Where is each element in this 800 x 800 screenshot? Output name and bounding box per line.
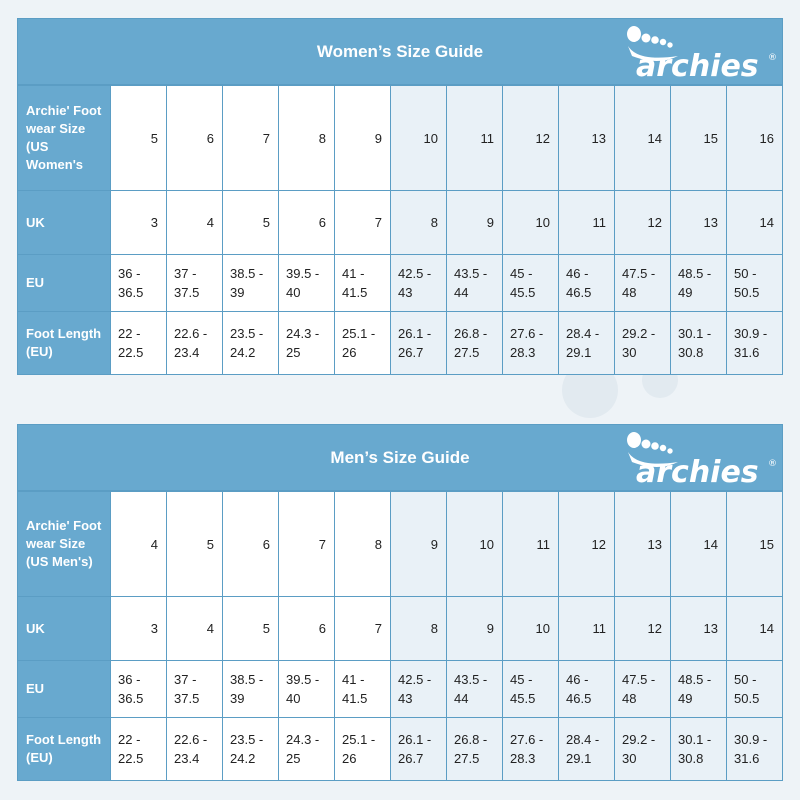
table-cell: 5 [111, 86, 167, 191]
table-cell: 26.1 - 26.7 [391, 312, 447, 375]
men-guide-header [17, 424, 783, 491]
table-cell: 15 [727, 492, 783, 597]
table-cell: 25.1 - 26 [335, 312, 391, 375]
women-row-eu [18, 255, 783, 312]
table-cell: 43.5 - 44 [447, 661, 503, 718]
table-cell: 4 [167, 597, 223, 661]
women-row-us [18, 86, 783, 191]
table-cell: 42.5 - 43 [391, 255, 447, 312]
table-cell: 10 [503, 191, 559, 255]
table-cell: 6 [167, 86, 223, 191]
women-row-foot-length [18, 312, 783, 375]
svg-text:®: ® [768, 459, 777, 469]
table-cell: 10 [503, 597, 559, 661]
women-guide-title: Women’s Size Guide [316, 41, 484, 61]
table-cell: 9 [391, 492, 447, 597]
row-label-foot-length: Foot Length (EU) [18, 718, 111, 781]
logo-wordmark: archies [636, 455, 759, 488]
women-row-uk [18, 191, 783, 255]
table-cell: 26.1 - 26.7 [391, 718, 447, 781]
table-cell: 36 - 36.5 [111, 661, 167, 718]
table-cell: 22.6 - 23.4 [167, 718, 223, 781]
table-cell: 13 [559, 86, 615, 191]
table-cell: 41 - 41.5 [335, 661, 391, 718]
table-cell: 26.8 - 27.5 [447, 718, 503, 781]
table-cell: 28.4 - 29.1 [559, 312, 615, 375]
table-cell: 13 [671, 191, 727, 255]
table-cell: 3 [111, 597, 167, 661]
table-cell: 27.6 - 28.3 [503, 718, 559, 781]
row-label-us: Archie' Foot wear Size (US Men's) [18, 492, 111, 597]
men-row-us [18, 492, 783, 597]
table-cell: 9 [335, 86, 391, 191]
table-cell: 25.1 - 26 [335, 718, 391, 781]
row-label-us: Archie' Foot wear Size (US Women's [18, 86, 111, 191]
table-cell: 45 - 45.5 [503, 661, 559, 718]
table-cell: 5 [223, 597, 279, 661]
row-label-eu: EU [18, 661, 111, 718]
men-size-table [17, 491, 783, 781]
table-cell: 12 [615, 597, 671, 661]
table-cell: 46 - 46.5 [559, 661, 615, 718]
table-cell: 42.5 - 43 [391, 661, 447, 718]
table-cell: 45 - 45.5 [503, 255, 559, 312]
table-cell: 36 - 36.5 [111, 255, 167, 312]
table-cell: 29.2 - 30 [615, 718, 671, 781]
table-cell: 24.3 - 25 [279, 718, 335, 781]
table-cell: 24.3 - 25 [279, 312, 335, 375]
table-cell: 5 [223, 191, 279, 255]
women-size-table [17, 85, 783, 375]
table-cell: 47.5 - 48 [615, 661, 671, 718]
table-cell: 11 [503, 492, 559, 597]
table-cell: 6 [279, 191, 335, 255]
table-cell: 23.5 - 24.2 [223, 312, 279, 375]
men-row-eu [18, 661, 783, 718]
table-cell: 13 [615, 492, 671, 597]
table-cell: 7 [335, 597, 391, 661]
table-cell: 7 [223, 86, 279, 191]
table-cell: 4 [111, 492, 167, 597]
row-label-uk: UK [18, 597, 111, 661]
table-cell: 10 [447, 492, 503, 597]
row-label-eu: EU [18, 255, 111, 312]
table-cell: 22 - 22.5 [111, 312, 167, 375]
table-cell: 41 - 41.5 [335, 255, 391, 312]
table-cell: 39.5 - 40 [279, 255, 335, 312]
table-cell: 22.6 - 23.4 [167, 312, 223, 375]
table-cell: 48.5 - 49 [671, 661, 727, 718]
women-guide-header [17, 18, 783, 85]
archies-logo [618, 22, 778, 82]
table-cell: 50 - 50.5 [727, 661, 783, 718]
logo-wordmark: archies [636, 49, 759, 82]
table-cell: 48.5 - 49 [671, 255, 727, 312]
men-row-uk [18, 597, 783, 661]
table-cell: 12 [615, 191, 671, 255]
table-cell: 14 [671, 492, 727, 597]
table-cell: 38.5 - 39 [223, 255, 279, 312]
men-guide-title: Men’s Size Guide [330, 447, 470, 467]
table-cell: 30.9 - 31.6 [727, 312, 783, 375]
table-cell: 30.1 - 30.8 [671, 312, 727, 375]
svg-text:®: ® [768, 53, 777, 63]
table-cell: 26.8 - 27.5 [447, 312, 503, 375]
table-cell: 23.5 - 24.2 [223, 718, 279, 781]
table-cell: 14 [727, 191, 783, 255]
table-cell: 9 [447, 191, 503, 255]
table-cell: 11 [559, 191, 615, 255]
table-cell: 4 [167, 191, 223, 255]
table-cell: 16 [727, 86, 783, 191]
table-cell: 22 - 22.5 [111, 718, 167, 781]
table-cell: 3 [111, 191, 167, 255]
table-cell: 27.6 - 28.3 [503, 312, 559, 375]
table-cell: 39.5 - 40 [279, 661, 335, 718]
table-cell: 47.5 - 48 [615, 255, 671, 312]
table-cell: 6 [279, 597, 335, 661]
table-cell: 8 [279, 86, 335, 191]
table-cell: 8 [335, 492, 391, 597]
table-cell: 6 [223, 492, 279, 597]
row-label-foot-length: Foot Length (EU) [18, 312, 111, 375]
table-cell: 29.2 - 30 [615, 312, 671, 375]
table-cell: 38.5 - 39 [223, 661, 279, 718]
table-cell: 14 [727, 597, 783, 661]
women-size-guide [17, 18, 783, 375]
table-cell: 9 [447, 597, 503, 661]
table-cell: 37 - 37.5 [167, 661, 223, 718]
table-cell: 11 [559, 597, 615, 661]
men-row-foot-length [18, 718, 783, 781]
table-cell: 43.5 - 44 [447, 255, 503, 312]
table-cell: 46 - 46.5 [559, 255, 615, 312]
table-cell: 15 [671, 86, 727, 191]
table-cell: 30.9 - 31.6 [727, 718, 783, 781]
table-cell: 11 [447, 86, 503, 191]
table-cell: 12 [559, 492, 615, 597]
table-cell: 12 [503, 86, 559, 191]
table-cell: 30.1 - 30.8 [671, 718, 727, 781]
row-label-uk: UK [18, 191, 111, 255]
archies-logo [618, 428, 778, 488]
table-cell: 7 [335, 191, 391, 255]
table-cell: 50 - 50.5 [727, 255, 783, 312]
table-cell: 5 [167, 492, 223, 597]
table-cell: 13 [671, 597, 727, 661]
table-cell: 14 [615, 86, 671, 191]
table-cell: 37 - 37.5 [167, 255, 223, 312]
table-cell: 7 [279, 492, 335, 597]
table-cell: 8 [391, 191, 447, 255]
table-cell: 8 [391, 597, 447, 661]
men-size-guide [17, 424, 783, 781]
table-cell: 28.4 - 29.1 [559, 718, 615, 781]
table-cell: 10 [391, 86, 447, 191]
